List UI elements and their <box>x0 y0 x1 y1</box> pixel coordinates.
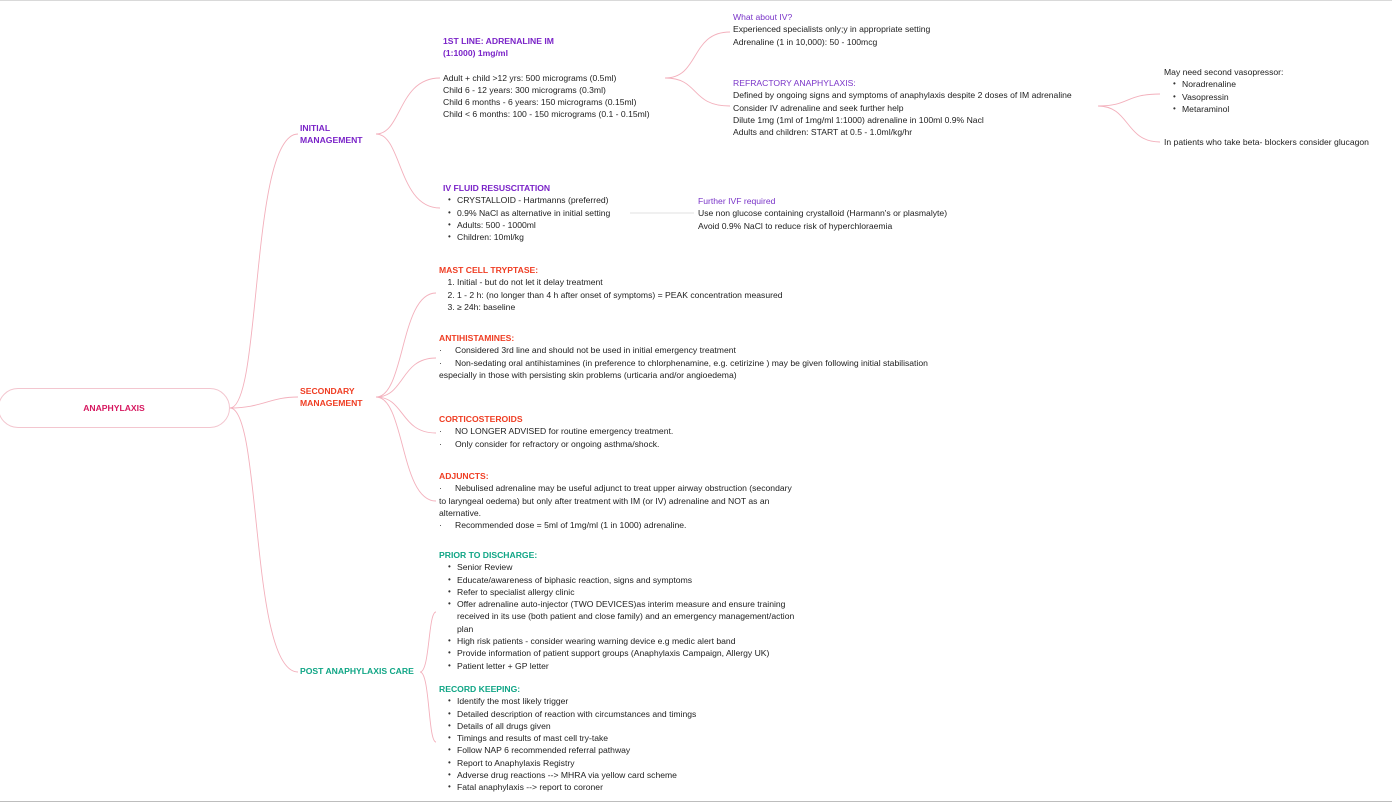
iv-line: Experienced specialists only;y in appropriate setting <box>733 24 931 35</box>
refractory-line: Dilute 1mg (1ml of 1mg/ml 1:1000) adrenaline in 100ml 0.9% Nacl <box>733 114 984 125</box>
antihistamines-title: ANTIHISTAMINES: <box>439 333 515 343</box>
corticosteroids-line: Only consider for refractory or ongoing asthma/shock. <box>455 438 660 449</box>
list-item: • Children: 10ml/kg <box>439 231 610 243</box>
branch-initial-line1: INITIAL <box>300 123 331 133</box>
discharge-list <box>439 561 794 672</box>
bullet-dot: · <box>439 520 442 531</box>
adjuncts-title: ADJUNCTS: <box>439 471 489 481</box>
vasopressor-title: May need second vasopressor: <box>1164 67 1284 77</box>
root-label: ANAPHYLAXIS <box>83 403 145 413</box>
tryptase-list <box>439 276 783 313</box>
bullet-dot: · <box>439 426 442 437</box>
node-adjuncts[interactable] <box>439 470 792 531</box>
node-corticosteroids[interactable] <box>439 413 673 450</box>
ivf-title: Further IVF required <box>698 196 776 206</box>
list-item: 2. 1 - 2 h: (no longer than 4 h after onset of symptoms) = PEAK concentration measured <box>457 289 783 301</box>
node-iv-fluid-resuscitation[interactable] <box>443 182 610 243</box>
fluids-list <box>439 194 610 243</box>
list-item: • Metaraminol <box>1164 103 1283 115</box>
list-item: • High risk patients - consider wearing warning device e.g medic alert band <box>439 635 794 647</box>
adjuncts-line: to laryngeal oedema) but only after treatment with IM (or IV) adrenaline and NOT as an <box>439 495 770 506</box>
link-secondary-tryptase <box>376 293 436 397</box>
link-root-post <box>230 408 298 672</box>
link-refractory-vasopressor <box>1098 94 1160 106</box>
tryptase-title: MAST CELL TRYPTASE: <box>439 265 539 275</box>
node-further-ivf[interactable] <box>698 195 947 232</box>
branch-initial-line2: MANAGEMENT <box>300 135 363 146</box>
adjuncts-line: Nebulised adrenaline may be useful adjunct to treat upper airway obstruction (secondary <box>455 483 792 494</box>
ivf-line: Use non glucose containing crystalloid (Harmann's or plasmalyte) <box>698 208 948 219</box>
link-post-record <box>420 672 436 742</box>
record-list <box>439 695 696 793</box>
node-glucagon[interactable] <box>1164 136 1369 148</box>
branch-secondary-line1: SECONDARY <box>300 386 355 396</box>
node-mast-cell-tryptase[interactable] <box>439 264 783 313</box>
list-item: • Patient letter + GP letter <box>439 660 794 672</box>
bullet-dot: · <box>439 345 442 356</box>
adjuncts-line: Recommended dose = 5ml of 1mg/ml (1 in 1000) adrenaline. <box>455 520 687 531</box>
list-item: • Detailed description of reaction with circumstances and timings <box>439 708 696 720</box>
link-post-discharge <box>420 612 436 672</box>
list-item: • Adverse drug reactions --> MHRA via yellow card scheme <box>439 769 696 781</box>
refractory-line: Adults and children: START at 0.5 - 1.0ml/kg/hr <box>733 127 913 138</box>
antihistamines-line: especially in those with persisting skin problems (urticaria and/or angioedema) <box>439 369 737 380</box>
link-refractory-glucagon <box>1098 106 1160 142</box>
node-antihistamines[interactable] <box>439 332 928 381</box>
bullet-dot: · <box>439 483 442 494</box>
list-item: • Noradrenaline <box>1164 78 1283 90</box>
refractory-line: Defined by ongoing signs and symptoms of anaphylaxis despite 2 doses of IM adrenaline <box>733 90 1072 101</box>
link-initial-adrenaline <box>376 78 440 134</box>
list-item: • Details of all drugs given <box>439 720 696 732</box>
list-item: • 0.9% NaCl as alternative in initial setting <box>439 207 610 219</box>
node-iv-adrenaline[interactable] <box>733 11 930 48</box>
corticosteroids-title: CORTICOSTEROIDS <box>439 414 523 424</box>
branch-post-label: POST ANAPHYLAXIS CARE <box>300 666 414 676</box>
iv-line: Adrenaline (1 in 10,000): 50 - 100mcg <box>733 36 878 47</box>
list-item: • Follow NAP 6 recommended referral pathway <box>439 744 696 756</box>
list-item: • Report to Anaphylaxis Registry <box>439 757 696 769</box>
adrenaline-line: Child 6 - 12 years: 300 micrograms (0.3ml) <box>443 84 606 95</box>
discharge-title: PRIOR TO DISCHARGE: <box>439 550 538 560</box>
branch-initial-management[interactable] <box>300 122 363 147</box>
list-item-continuation: plan <box>457 623 474 634</box>
list-item: • Vasopressin <box>1164 91 1283 103</box>
record-title: RECORD KEEPING: <box>439 684 521 694</box>
root-node[interactable] <box>0 388 230 428</box>
adrenaline-line: Child 6 months - 6 years: 150 micrograms (0.15ml) <box>443 97 637 108</box>
ivf-line: Avoid 0.9% NaCl to reduce risk of hyperchloraemia <box>698 220 893 231</box>
branch-secondary-management[interactable] <box>300 385 363 410</box>
link-secondary-adjuncts <box>376 397 436 501</box>
list-item: • Adults: 500 - 1000ml <box>439 219 610 231</box>
link-root-secondary <box>230 397 298 408</box>
refractory-title: REFRACTORY ANAPHYLAXIS: <box>733 78 856 88</box>
link-adrenaline-iv <box>665 32 730 78</box>
list-item: • Identify the most likely trigger <box>439 695 696 707</box>
link-secondary-antihistamines <box>376 358 436 397</box>
node-second-vasopressor[interactable] <box>1164 66 1283 115</box>
list-item: • Offer adrenaline auto-injector (TWO DEVICES)as interim measure and ensure training <box>439 598 794 610</box>
branch-post-anaphylaxis-care[interactable] <box>300 665 414 677</box>
list-item: • CRYSTALLOID - Hartmanns (preferred) <box>439 194 610 206</box>
list-item: • Timings and results of mast cell try-take <box>439 732 696 744</box>
list-item: • Fatal anaphylaxis --> report to coroner <box>439 781 696 793</box>
node-prior-to-discharge[interactable] <box>439 549 794 672</box>
adrenaline-title-2: (1:1000) 1mg/ml <box>443 48 508 59</box>
vasopressor-list <box>1164 78 1283 115</box>
link-adrenaline-refractory <box>665 78 730 106</box>
adrenaline-title-1: 1ST LINE: ADRENALINE IM <box>443 36 554 46</box>
list-item: 1. Initial - but do not let it delay treatment <box>457 276 783 288</box>
adrenaline-line: Child < 6 months: 100 - 150 micrograms (0.1 - 0.15ml) <box>443 109 650 120</box>
node-adrenaline-im[interactable] <box>443 35 650 121</box>
bottom-border <box>0 801 1392 802</box>
node-record-keeping[interactable] <box>439 683 696 794</box>
corticosteroids-line: NO LONGER ADVISED for routine emergency treatment. <box>455 426 674 437</box>
fluids-title: IV FLUID RESUSCITATION <box>443 183 551 193</box>
list-item: • Senior Review <box>439 561 794 573</box>
link-secondary-corticosteroids <box>376 397 436 433</box>
list-item: • Educate/awareness of biphasic reaction, signs and symptoms <box>439 574 794 586</box>
link-initial-fluids <box>376 134 440 208</box>
glucagon-text: In patients who take beta- blockers consider glucagon <box>1164 137 1369 147</box>
bullet-dot: · <box>439 438 442 449</box>
antihistamines-line: Considered 3rd line and should not be used in initial emergency treatment <box>455 345 736 356</box>
bullet-dot: · <box>439 357 442 368</box>
adrenaline-line: Adult + child >12 yrs: 500 micrograms (0.5ml) <box>443 72 617 83</box>
link-root-initial <box>230 134 298 408</box>
antihistamines-line: Non-sedating oral antihistamines (in preference to chlorphenamine, e.g. cetirizine ) may be given following initial stabilisation <box>455 357 928 368</box>
refractory-line: Consider IV adrenaline and seek further help <box>733 102 904 113</box>
list-item: 3. ≥ 24h: baseline <box>457 301 783 313</box>
list-item: • Provide information of patient support groups (Anaphylaxis Campaign, Allergy UK) <box>439 647 794 659</box>
node-refractory-anaphylaxis[interactable] <box>733 77 1072 138</box>
adjuncts-line: alternative. <box>439 507 482 518</box>
branch-secondary-line2: MANAGEMENT <box>300 398 363 409</box>
list-item: • Refer to specialist allergy clinic <box>439 586 794 598</box>
iv-title: What about IV? <box>733 12 793 22</box>
list-item-continuation: received in its use (both patient and close family) and an emergency management/action <box>457 611 795 622</box>
